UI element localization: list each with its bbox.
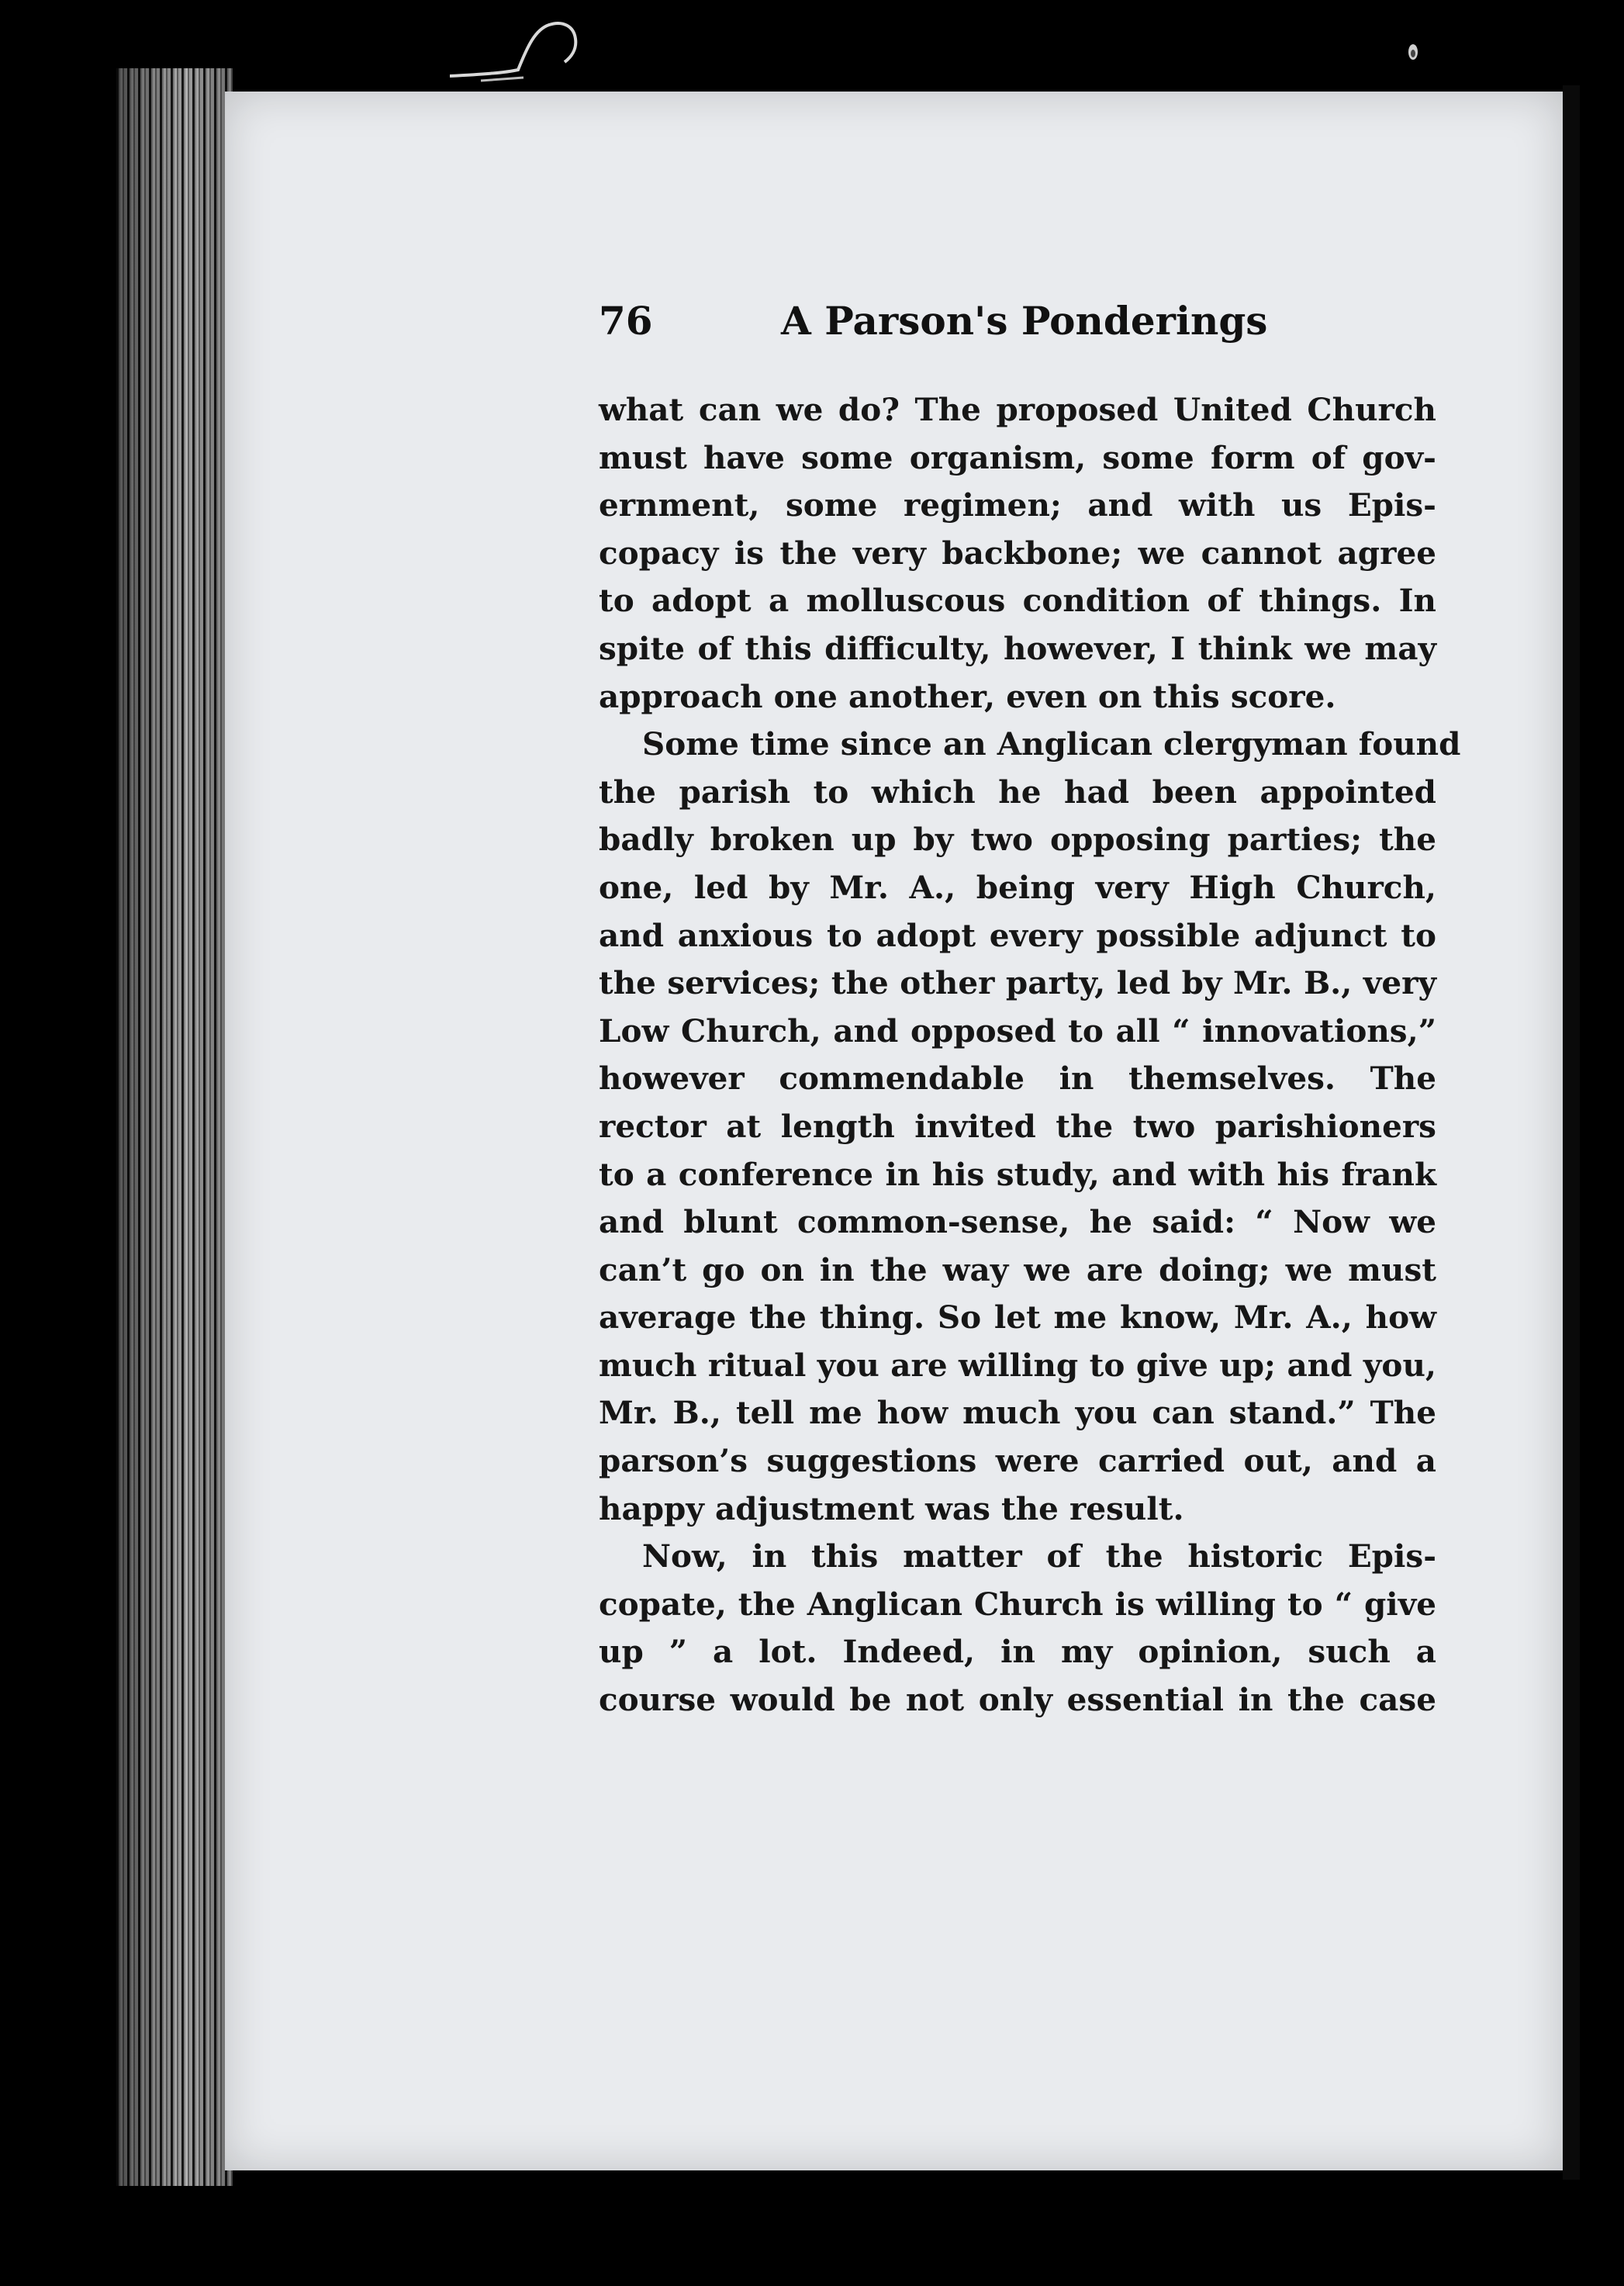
text-line: one, led by Mr. A., being very High Church, bbox=[599, 868, 1436, 906]
text-line: ernment, some regimen; and with us Epis- bbox=[599, 486, 1436, 524]
page-number: 76 bbox=[599, 298, 653, 344]
paragraph bbox=[599, 386, 1436, 721]
text-line: the services; the other party, led by Mr. B., very bbox=[599, 964, 1436, 1002]
text-line: to adopt a molluscous condition of things. In bbox=[599, 582, 1436, 620]
text-line: rector at length invited the two parishioners bbox=[599, 1107, 1436, 1145]
running-title: A Parson's Ponderings bbox=[781, 298, 1268, 344]
text-line: however commendable in themselves. The bbox=[599, 1060, 1436, 1098]
text-line: can’t go on in the way we are doing; we must bbox=[599, 1250, 1436, 1288]
text-line: and blunt common-sense, he said: “ Now we bbox=[599, 1203, 1436, 1241]
text-line: what can we do? The proposed United Church bbox=[599, 391, 1436, 428]
text-line: copacy is the very backbone; we cannot agree bbox=[599, 534, 1436, 572]
text-line: the parish to which he had been appointed bbox=[599, 773, 1436, 811]
text-line: much ritual you are willing to give up; and you, bbox=[599, 1346, 1436, 1384]
text-line: course would be not only essential in the case bbox=[599, 1681, 1436, 1719]
corner-speck-icon bbox=[1405, 40, 1421, 64]
text-line: to a conference in his study, and with his frank bbox=[599, 1155, 1436, 1193]
paragraph bbox=[599, 721, 1461, 1533]
text-line: Some time since an Anglican clergyman found bbox=[642, 725, 1461, 763]
text-line: average the thing. So let me know, Mr. A., how bbox=[599, 1299, 1436, 1337]
text-line: Now, in this matter of the historic Epis- bbox=[642, 1537, 1436, 1575]
text-line: happy adjustment was the result. bbox=[599, 1489, 1184, 1527]
text-line: and anxious to adopt every possible adjunct to bbox=[599, 916, 1436, 954]
text-line: badly broken up by two opposing parties; the bbox=[599, 821, 1436, 859]
text-line: Low Church, and opposed to all “ innovations,” bbox=[599, 1012, 1436, 1050]
running-header bbox=[599, 298, 1374, 352]
paper-clip-icon bbox=[450, 16, 628, 101]
text-line: copate, the Anglican Church is willing to “ give bbox=[599, 1585, 1436, 1623]
body-text bbox=[599, 386, 1461, 1724]
text-line: parson’s suggestions were carried out, and a bbox=[599, 1442, 1436, 1480]
scanner-edge bbox=[1563, 85, 1580, 2180]
text-line: Mr. B., tell me how much you can stand.” The bbox=[599, 1394, 1436, 1432]
text-line: spite of this difficulty, however, I think we may bbox=[599, 629, 1436, 667]
paragraph bbox=[599, 1533, 1436, 1724]
text-line: approach one another, even on this score. bbox=[599, 677, 1336, 715]
page-edges-shadow bbox=[116, 68, 233, 2186]
text-line: up ” a lot. Indeed, in my opinion, such a bbox=[599, 1633, 1436, 1671]
text-line: must have some organism, some form of gov- bbox=[599, 438, 1436, 476]
